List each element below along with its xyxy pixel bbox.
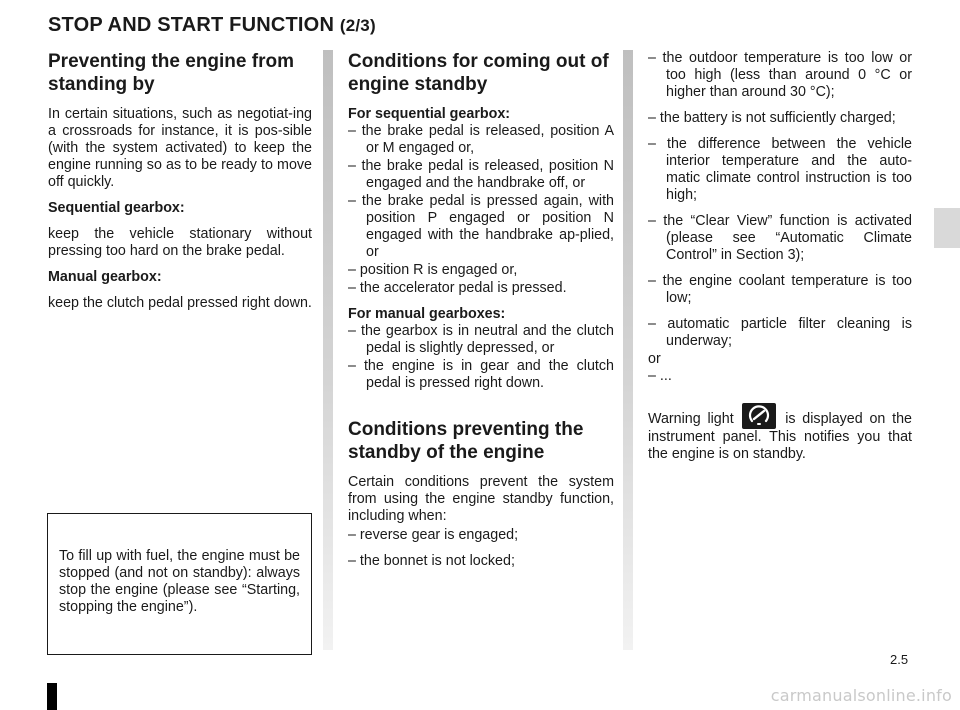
- corner-marker: [47, 683, 57, 710]
- list-item: – the engine is in gear and the clutch pedal is pressed right down.: [348, 358, 614, 391]
- warning-text-end: is displayed on the instrument panel. This notifies you that the engine is on standby.: [648, 411, 912, 462]
- list-item: – position R is engaged or,: [348, 262, 518, 278]
- section-heading-conditions-preventing: Conditions preventing the standby of the engine: [348, 419, 584, 463]
- page-number: 2.5: [890, 652, 909, 667]
- list-item: – the difference between the vehicle interior temperature and the auto-matic climate control instruction is too high;: [648, 136, 912, 203]
- section-heading-coming-out: Conditions for coming out of engine standby: [348, 51, 609, 95]
- list-item: – reverse gear is engaged;: [348, 527, 519, 543]
- paragraph-manual: keep the clutch pedal pressed right down.: [48, 295, 312, 311]
- fuel-note-text: To fill up with fuel, the engine must be stopped (and not on standby): always stop the engine (please see “Starting, stopping the engine”).: [59, 548, 300, 615]
- list-item: – the brake pedal is released, position A or M engaged or,: [348, 123, 614, 156]
- engine-standby-warning-icon: [742, 403, 776, 429]
- list-item: – the gearbox is in neutral and the clutch pedal is slightly depressed, or: [348, 323, 614, 356]
- label-sequential-gearbox: For sequential gearbox:: [348, 106, 511, 122]
- page-title-text: STOP AND START FUNCTION: [48, 14, 335, 36]
- list-item: – the brake pedal is released, position N engaged and the handbrake off, or: [348, 158, 614, 191]
- section-tab-marker: [934, 208, 960, 248]
- page-title: [48, 14, 376, 37]
- list-item: – the outdoor temperature is too low or too high (less than around 0 °C or higher than around 30 °C);: [648, 50, 912, 100]
- section-heading-preventing-standby: Preventing the engine from standing by: [48, 51, 294, 95]
- list-item: – the battery is not sufficiently charged;: [648, 110, 896, 126]
- list-item: – the brake pedal is pressed again, with position P engaged or position N engaged with the handbrake ap-plied, or: [348, 193, 614, 260]
- column-divider: [323, 50, 333, 650]
- fuel-note-box: [47, 513, 312, 655]
- column-right: [648, 50, 912, 472]
- list-item: – ...: [648, 368, 672, 384]
- paragraph-sequential: keep the vehicle stationary without pressing too hard on the brake pedal.: [48, 226, 312, 259]
- label-manual-gearboxes: For manual gearboxes:: [348, 306, 506, 322]
- warning-text-start: Warning light: [648, 411, 734, 427]
- list-item: – the bonnet is not locked;: [348, 553, 515, 569]
- list-item: – the “Clear View” function is activated (please see “Automatic Climate Control” in Section 3);: [648, 213, 912, 263]
- paragraph-intro: In certain situations, such as negotiat-ing a crossroads for instance, it is pos-sible (with the system activated) to keep the engine running so as to be ready to move off quickly.: [48, 106, 312, 190]
- watermark: carmanualsonline.info: [770, 686, 952, 705]
- or-text: or: [648, 351, 661, 367]
- label-sequential-gearbox: Sequential gearbox:: [48, 200, 185, 216]
- list-item: – the accelerator pedal is pressed.: [348, 280, 567, 296]
- list-item: – the engine coolant temperature is too low;: [648, 273, 912, 306]
- list-item: – automatic particle filter cleaning is underway;: [648, 316, 912, 349]
- column-middle: [348, 50, 614, 571]
- label-manual-gearbox: Manual gearbox:: [48, 269, 162, 285]
- paragraph-conditions-intro: Certain conditions prevent the system from using the engine standby function, including when:: [348, 474, 614, 524]
- column-divider: [623, 50, 633, 650]
- page-title-part: (2/3): [339, 16, 376, 35]
- paragraph-warning-light: [648, 403, 912, 463]
- column-left: [48, 50, 312, 321]
